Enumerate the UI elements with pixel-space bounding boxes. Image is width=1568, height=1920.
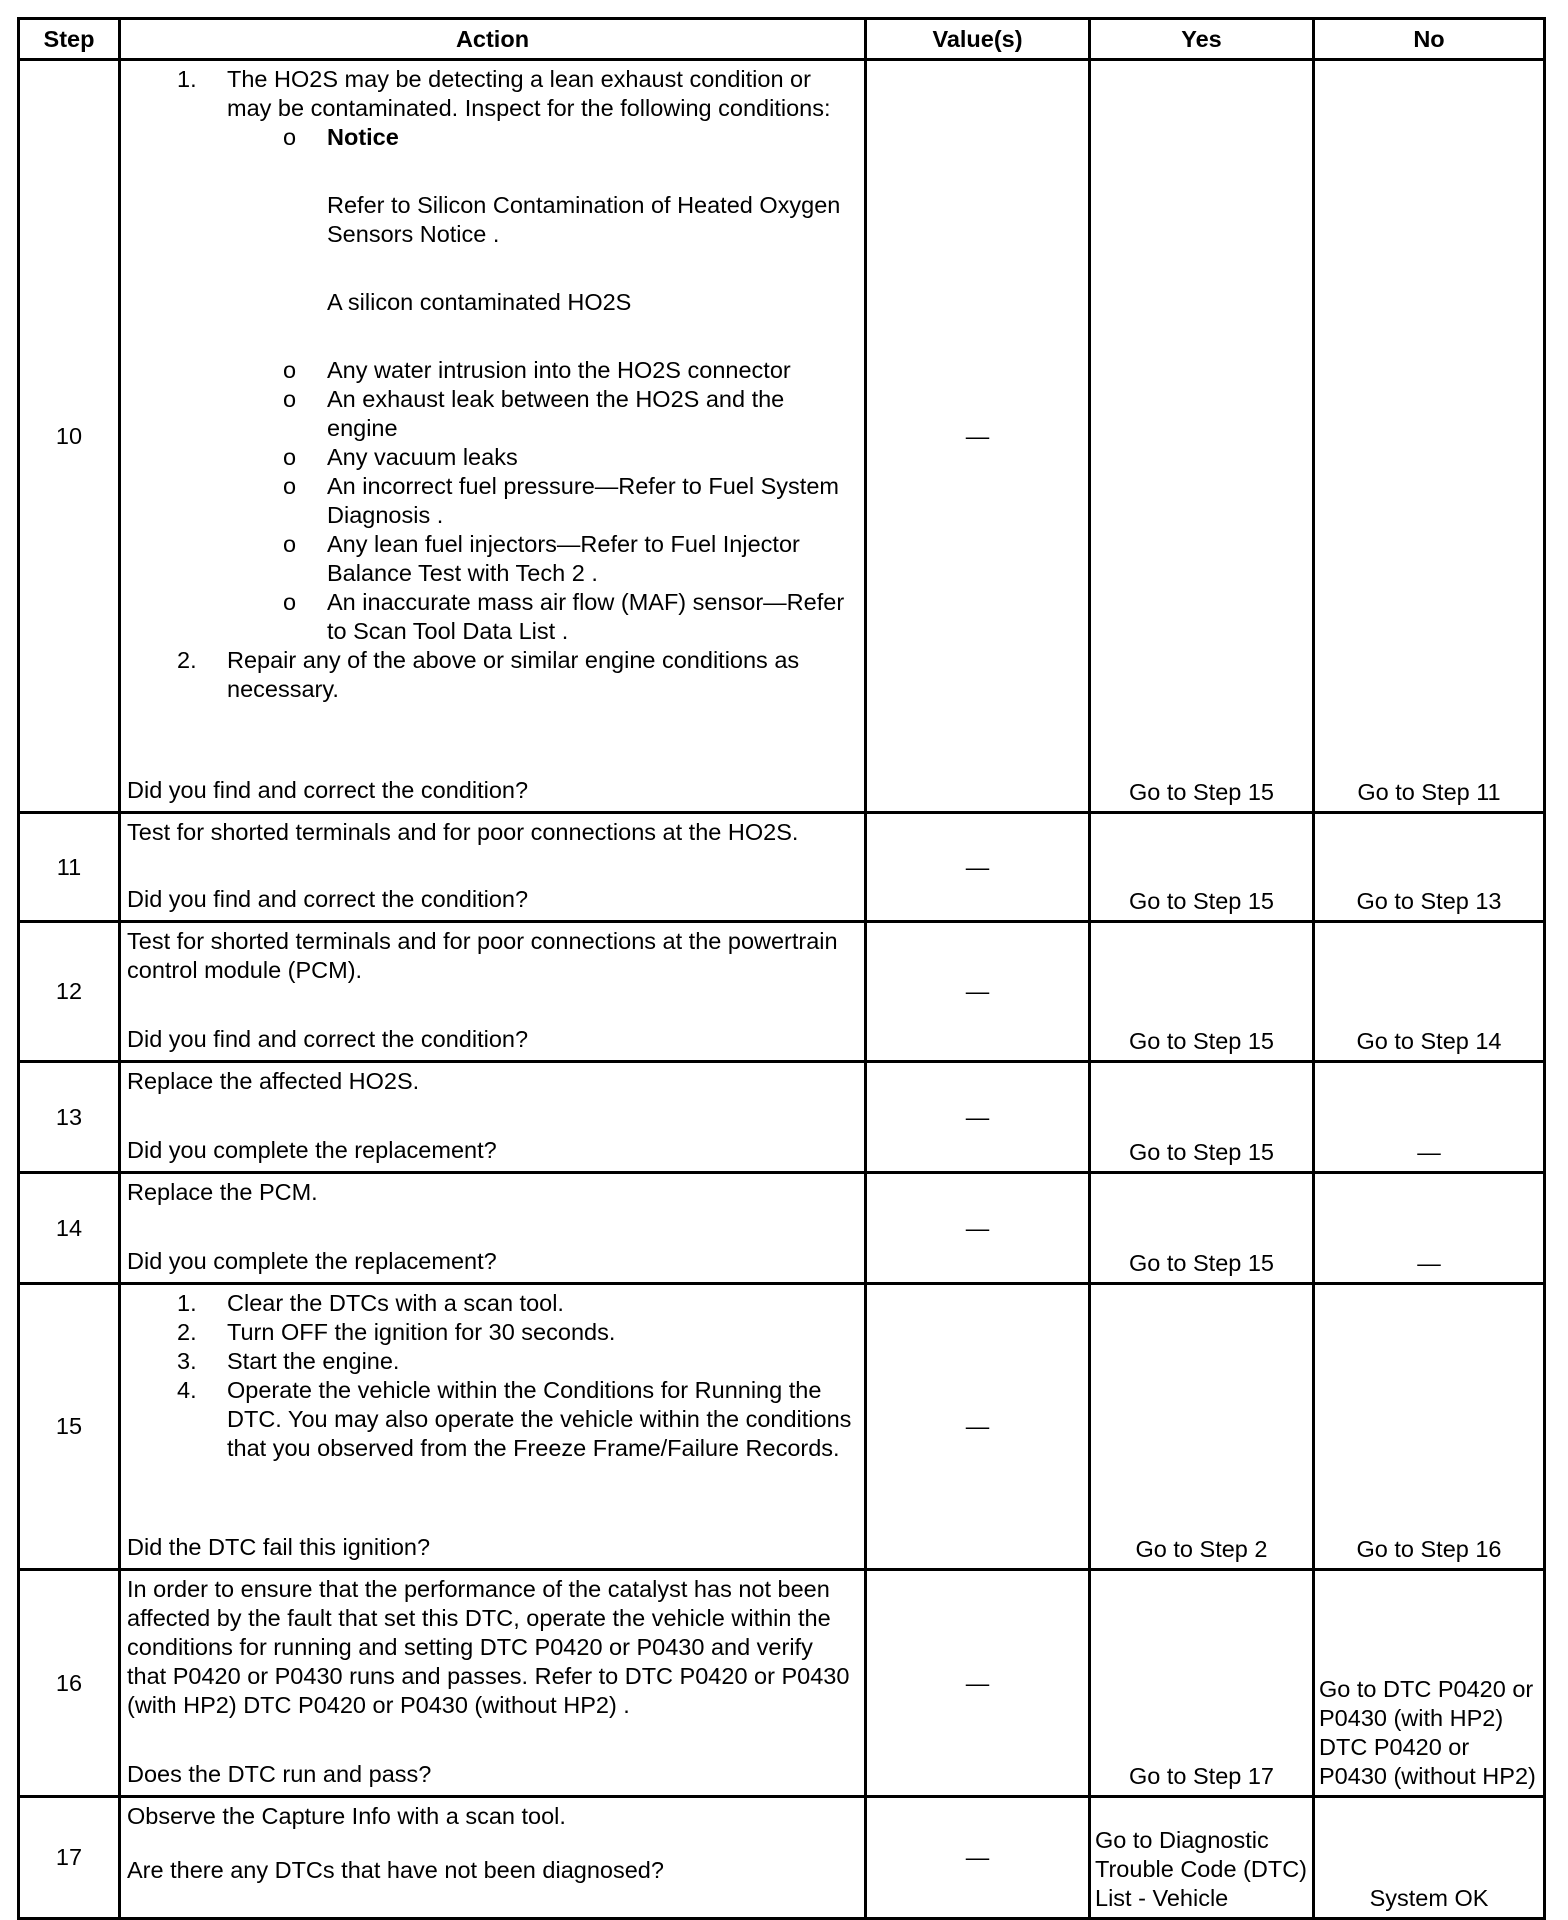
no-dash: — [1314, 1173, 1545, 1284]
question-text: Are there any DTCs that have not been diagnosed? [127, 1857, 664, 1883]
value-dash: — [866, 1797, 1090, 1919]
list-text: An exhaust leak between the HO2S and the engine [327, 386, 785, 441]
question-text: Did you find and correct the condition? [127, 886, 529, 912]
list-text: Any vacuum leaks [327, 444, 518, 470]
table-row [19, 1570, 1545, 1797]
list-item [127, 472, 858, 530]
table-row [19, 922, 1545, 1062]
step-number: 17 [19, 1797, 120, 1919]
value-dash: — [866, 1284, 1090, 1570]
list-item [127, 123, 858, 356]
header-step: Step [19, 19, 120, 60]
yes-link[interactable]: Go to Diagnostic Trouble Code (DTC) List - Vehicle [1090, 1797, 1314, 1919]
action-cell [120, 1062, 866, 1173]
no-link[interactable]: Go to Step 13 [1314, 813, 1545, 922]
bullet-marker: o [283, 444, 297, 470]
action-list [127, 65, 858, 704]
value-dash: — [866, 1570, 1090, 1797]
list-item [127, 1376, 858, 1463]
list-text: Any water intrusion into the HO2S connector [327, 357, 791, 383]
list-number: 1. [177, 1290, 197, 1316]
action-text: Test for shorted terminals and for poor connections at the HO2S. [127, 819, 799, 845]
yes-link[interactable]: Go to Step 2 [1090, 1284, 1314, 1570]
step-number: 14 [19, 1173, 120, 1284]
question-text: Did you complete the replacement? [127, 1248, 497, 1274]
list-number: 1. [177, 66, 197, 92]
list-number: 3. [177, 1348, 197, 1374]
list-item [127, 356, 858, 385]
no-link[interactable]: System OK [1314, 1797, 1545, 1919]
condition-list [127, 123, 858, 646]
header-action: Action [120, 19, 866, 60]
no-link[interactable]: Go to Step 14 [1314, 922, 1545, 1062]
header-no: No [1314, 19, 1545, 60]
diagnostic-table-page [17, 17, 1543, 1920]
action-cell [120, 1797, 866, 1919]
list-number: 2. [177, 1319, 197, 1345]
step-number: 12 [19, 922, 120, 1062]
list-item [127, 1289, 858, 1318]
bullet-marker: o [283, 357, 297, 383]
header-values: Value(s) [866, 19, 1090, 60]
table-row [19, 813, 1545, 922]
action-list [127, 1289, 858, 1463]
action-text: Replace the affected HO2S. [127, 1068, 420, 1094]
list-item [127, 65, 858, 646]
step-number: 11 [19, 813, 120, 922]
list-text: An inaccurate mass air flow (MAF) sensor—Refer to Scan Tool Data List . [327, 589, 845, 644]
list-text: Clear the DTCs with a scan tool. [227, 1290, 564, 1316]
question-text: Did you complete the replacement? [127, 1137, 497, 1163]
bullet-marker: o [283, 531, 297, 557]
bullet-marker: o [283, 386, 297, 412]
list-text: The HO2S may be detecting a lean exhaust condition or may be contaminated. Inspect for the following conditions: [227, 66, 831, 121]
bullet-marker: o [283, 473, 297, 499]
question-text: Did you find and correct the condition? [127, 777, 529, 803]
value-dash: — [866, 813, 1090, 922]
action-text: Test for shorted terminals and for poor connections at the powertrain control module (PCM). [127, 928, 838, 983]
step-number: 15 [19, 1284, 120, 1570]
yes-link[interactable]: Go to Step 15 [1090, 813, 1314, 922]
action-cell [120, 922, 866, 1062]
yes-link[interactable]: Go to Step 17 [1090, 1570, 1314, 1797]
yes-link[interactable]: Go to Step 15 [1090, 922, 1314, 1062]
list-number: 4. [177, 1377, 197, 1403]
diagnostic-steps-table [17, 17, 1546, 1920]
list-item [127, 443, 858, 472]
table-row [19, 1173, 1545, 1284]
bullet-marker: o [283, 124, 297, 150]
list-text: Any lean fuel injectors—Refer to Fuel Injector Balance Test with Tech 2 . [327, 531, 800, 586]
no-link[interactable]: Go to Step 11 [1314, 60, 1545, 813]
value-dash: — [866, 1173, 1090, 1284]
notice-reference: Refer to Silicon Contamination of Heated Oxygen Sensors Notice . [327, 192, 841, 247]
list-text: Turn OFF the ignition for 30 seconds. [227, 1319, 616, 1345]
step-number: 10 [19, 60, 120, 813]
question-text: Did the DTC fail this ignition? [127, 1534, 431, 1560]
no-link[interactable]: Go to Step 16 [1314, 1284, 1545, 1570]
question-text: Does the DTC run and pass? [127, 1761, 432, 1787]
list-number: 2. [177, 647, 197, 673]
question-text: Did you find and correct the condition? [127, 1026, 529, 1052]
action-text: Replace the PCM. [127, 1179, 318, 1205]
yes-link[interactable]: Go to Step 15 [1090, 1173, 1314, 1284]
list-text: Operate the vehicle within the Conditions for Running the DTC. You may also operate the vehicle within the conditions that you observed from the Freeze Frame/Failure Records. [227, 1377, 852, 1461]
step-number: 16 [19, 1570, 120, 1797]
value-dash: — [866, 922, 1090, 1062]
list-item [127, 530, 858, 588]
action-cell [120, 1570, 866, 1797]
list-text: Repair any of the above or similar engine conditions as necessary. [227, 647, 800, 702]
action-cell [120, 60, 866, 813]
list-item [127, 1347, 858, 1376]
action-cell [120, 1173, 866, 1284]
header-yes: Yes [1090, 19, 1314, 60]
yes-link[interactable]: Go to Step 15 [1090, 1062, 1314, 1173]
bullet-marker: o [283, 589, 297, 615]
list-text: An incorrect fuel pressure—Refer to Fuel System Diagnosis . [327, 473, 839, 528]
table-row [19, 1797, 1545, 1919]
step-number: 13 [19, 1062, 120, 1173]
action-text: Observe the Capture Info with a scan tool. [127, 1803, 566, 1829]
table-header-row [19, 19, 1545, 60]
table-row [19, 1062, 1545, 1173]
table-row [19, 60, 1545, 813]
value-dash: — [866, 1062, 1090, 1173]
action-cell [120, 813, 866, 922]
notice-text: A silicon contaminated HO2S [327, 289, 632, 315]
list-item [127, 588, 858, 646]
list-text: Start the engine. [227, 1348, 400, 1374]
no-dash: — [1314, 1062, 1545, 1173]
list-item [127, 1318, 858, 1347]
list-item [127, 385, 858, 443]
yes-link[interactable]: Go to Step 15 [1090, 60, 1314, 813]
no-link[interactable]: Go to DTC P0420 or P0430 (with HP2) DTC P0420 or P0430 (without HP2) [1314, 1570, 1545, 1797]
action-cell [120, 1284, 866, 1570]
notice-title: Notice [327, 124, 399, 150]
table-row [19, 1284, 1545, 1570]
list-item [127, 646, 858, 704]
action-text: In order to ensure that the performance of the catalyst has not been affected by the fault that set this DTC, operate the vehicle within the conditions for running and setting DTC P0420 or P0430 and verify that P0420 or P0430 runs and passes. Refer to DTC P0420 or P0430 (with HP2) DTC P0420 or P0430 (without HP2) . [127, 1576, 850, 1718]
value-dash: — [866, 60, 1090, 813]
